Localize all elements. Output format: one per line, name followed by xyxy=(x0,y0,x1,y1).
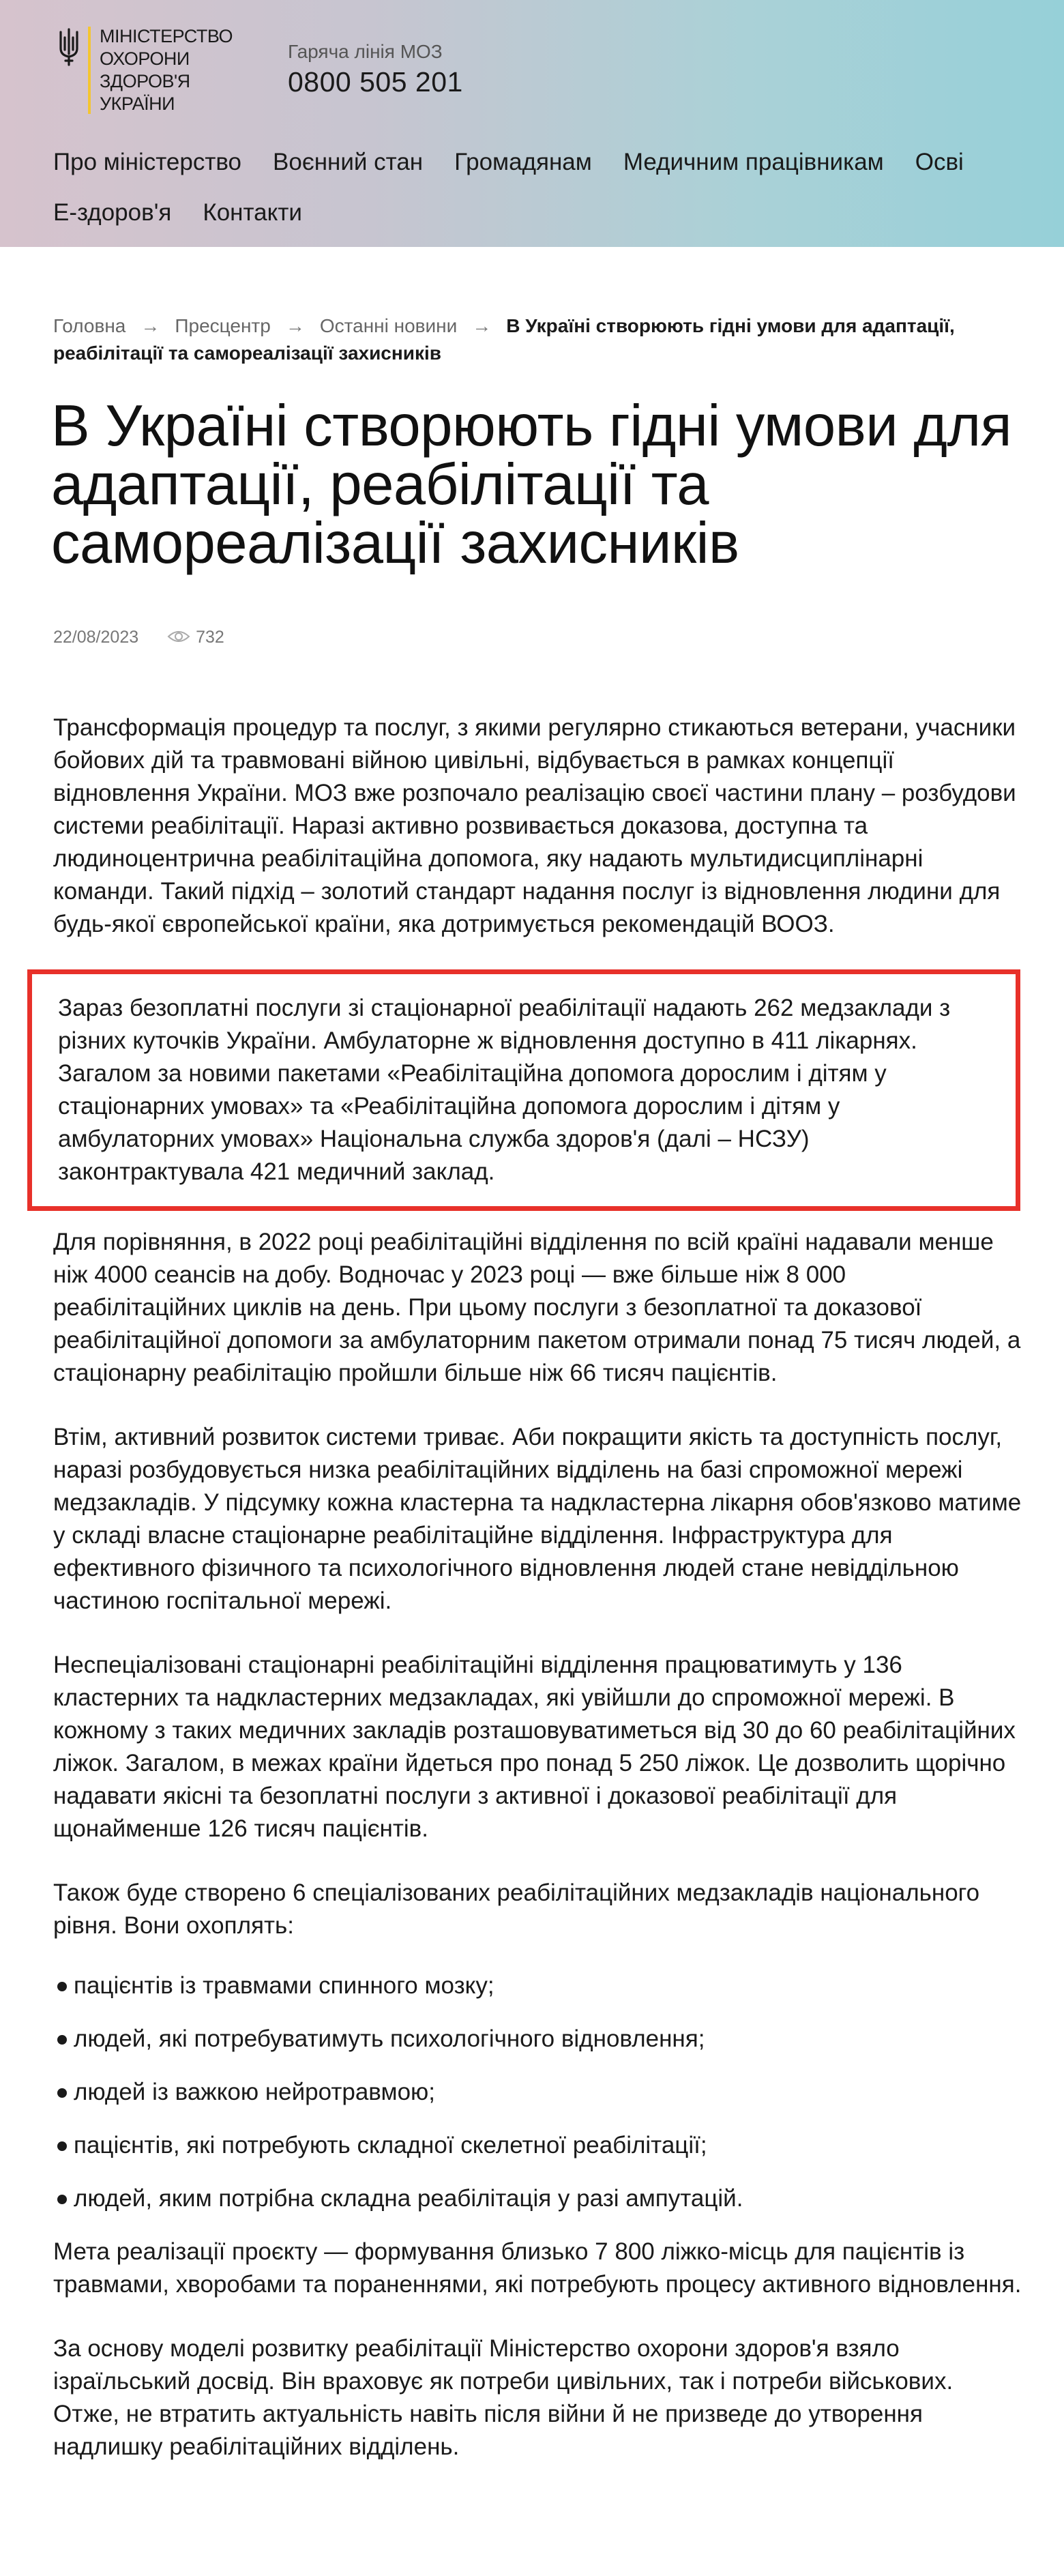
eye-icon xyxy=(167,629,190,644)
logo-text: МІНІСТЕРСТВО ОХОРОНИ ЗДОРОВ'Я УКРАЇНИ xyxy=(100,26,233,114)
breadcrumb xyxy=(53,312,1008,367)
article-meta xyxy=(53,628,224,647)
trident-icon xyxy=(58,28,80,68)
list-item: пацієнтів із травмами спинного мозку; xyxy=(53,1970,1022,2002)
breadcrumb-current: В Україні створюють гідні умови для адаптації, реабілітації та самореалізації захисників xyxy=(53,315,955,364)
arrow-right-icon: → xyxy=(141,315,160,336)
article-paragraph: За основу моделі розвитку реабілітації Міністерство охорони здоров'я взяло ізраїльський досвід. Він враховує як потреби цивільних, так і потреби військових. Отже, не втратить актуальність навіть після війни й не призведе до утворення надлишку реабілітаційних відділень. xyxy=(53,2335,954,2460)
main-nav-row-2 xyxy=(53,199,334,226)
hotline-phone[interactable]: 0800 505 201 xyxy=(288,66,463,98)
arrow-right-icon: → xyxy=(285,315,305,336)
hotline-label: Гаряча лінія МОЗ xyxy=(288,41,443,62)
breadcrumb-latest-news[interactable]: Останні новини xyxy=(319,315,458,336)
article-paragraph: Неспеціалізовані стаціонарні реабілітаційні відділення працюватимуть у 136 кластерних та надкластерних медзакладах, які увійшли до спроможної мережі. В кожному з таких медичних закладів розташовуватиметься від 30 до 60 реабілітаційних ліжок. Загалом, в межах країни йдеться про понад 5 250 ліжок. Це дозволить щорічно надавати якісні та безоплатні послуги з активної і доказової реабілітації для щонайменше 126 тисяч пацієнтів. xyxy=(53,1652,1016,1842)
view-count: 732 xyxy=(196,628,224,647)
article-paragraph: Для порівняння, в 2022 році реабілітаційні відділення по всій країні надавали менше ніж 4000 сеансів на добу. Водночас у 2023 році — вже більше ніж 8 000 реабілітаційних циклів на день. При цьому послуги з безоплатної та доказової реабілітаційної допомоги за амбулаторним пакетом отримали понад 75 тисяч людей, а стаціонарну реабілітацію пройшли більше ніж 66 тисяч пацієнтів. xyxy=(53,1229,1021,1386)
arrow-right-icon: → xyxy=(472,315,492,336)
list-item: людей із важкою нейротравмою; xyxy=(53,2076,1022,2109)
article-paragraph: Трансформація процедур та послуг, з якими регулярно стикаються ветерани, учасники бойових дій та травмовані війною цивільні, відбувається в рамках концепції відновлення України. МОЗ вже розпочало реалізацію своєї частини плану – розбудови системи реабілітації. Наразі активно розвивається доказова, доступна та людиноцентрична реабілітаційна допомога, яку надають мультидисциплінарні команди. Такий підхід – золотий стандарт надання послуг із відновлення людини для будь-якої європейської країни, яка дотримується рекомендацій ВООЗ. xyxy=(53,714,1016,937)
site-header xyxy=(0,0,1064,247)
article-body xyxy=(53,712,1022,2495)
list-item: людей, які потребуватимуть психологічного відновлення; xyxy=(53,2023,1022,2055)
article-paragraph: Втім, активний розвиток системи триває. Аби покращити якість та доступність послуг, наразі розбудовується низка реабілітаційних відділень на базі спроможної мережі медзакладів. У підсумку кожна кластерна та надкластерна лікарня обов'язково матиме у складі власне стаціонарне реабілітаційне відділення. Інфраструктура для ефективного фізичного та психологічного відновлення людей стане невіддільною частиною госпітальної мережі. xyxy=(53,1424,1022,1614)
article-paragraph-highlighted: Зараз безоплатні послуги зі стаціонарної реабілітації надають 262 медзаклади з різних куточків України. Амбулаторне ж відновлення доступно в 411 лікарнях. Загалом за новими пакетами «Реабілітаційна допомога дорослим і дітям у стаціонарних умовах» та «Реабілітаційна допомога дорослим і дітям у амбулаторних умовах» Національна служба здоров'я (далі – НСЗУ) законтрактувала 421 медичний заклад. xyxy=(58,995,951,1185)
nav-item-education[interactable]: Осві xyxy=(915,149,964,175)
logo-divider xyxy=(88,27,91,114)
moz-logo[interactable] xyxy=(53,24,233,119)
article-paragraph: Мета реалізації проєкту — формування близько 7 800 ліжко-місць для пацієнтів із травмами, хворобами та пораненнями, які потребують процесу активного відновлення. xyxy=(53,2238,1022,2298)
page-title: В Україні створюють гідні умови для адаптації, реабілітації та самореалізації захисників xyxy=(51,394,1012,576)
facilities-list xyxy=(53,1970,1022,2215)
publish-date: 22/08/2023 xyxy=(53,628,139,647)
main-nav-row-1 xyxy=(53,149,995,176)
nav-item-medical-workers[interactable]: Медичним працівникам xyxy=(623,149,884,175)
breadcrumb-press-center[interactable]: Пресцентр xyxy=(175,315,271,336)
nav-item-e-health[interactable]: E-здоров'я xyxy=(53,199,172,226)
list-item: пацієнтів, які потребують складної скелетної реабілітації; xyxy=(53,2129,1022,2162)
nav-item-about[interactable]: Про міністерство xyxy=(53,149,242,175)
highlighted-paragraph-box xyxy=(27,969,1020,1211)
list-item: людей, яким потрібна складна реабілітація у разі ампутацій. xyxy=(53,2182,1022,2215)
breadcrumb-home[interactable]: Головна xyxy=(53,315,126,336)
nav-item-martial-law[interactable]: Воєнний стан xyxy=(273,149,424,175)
article-paragraph: Також буде створено 6 спеціалізованих реабілітаційних медзакладів національного рівня. Вони охоплять: xyxy=(53,1879,980,1939)
nav-item-citizens[interactable]: Громадянам xyxy=(454,149,592,175)
nav-item-contacts[interactable]: Контакти xyxy=(203,199,302,226)
